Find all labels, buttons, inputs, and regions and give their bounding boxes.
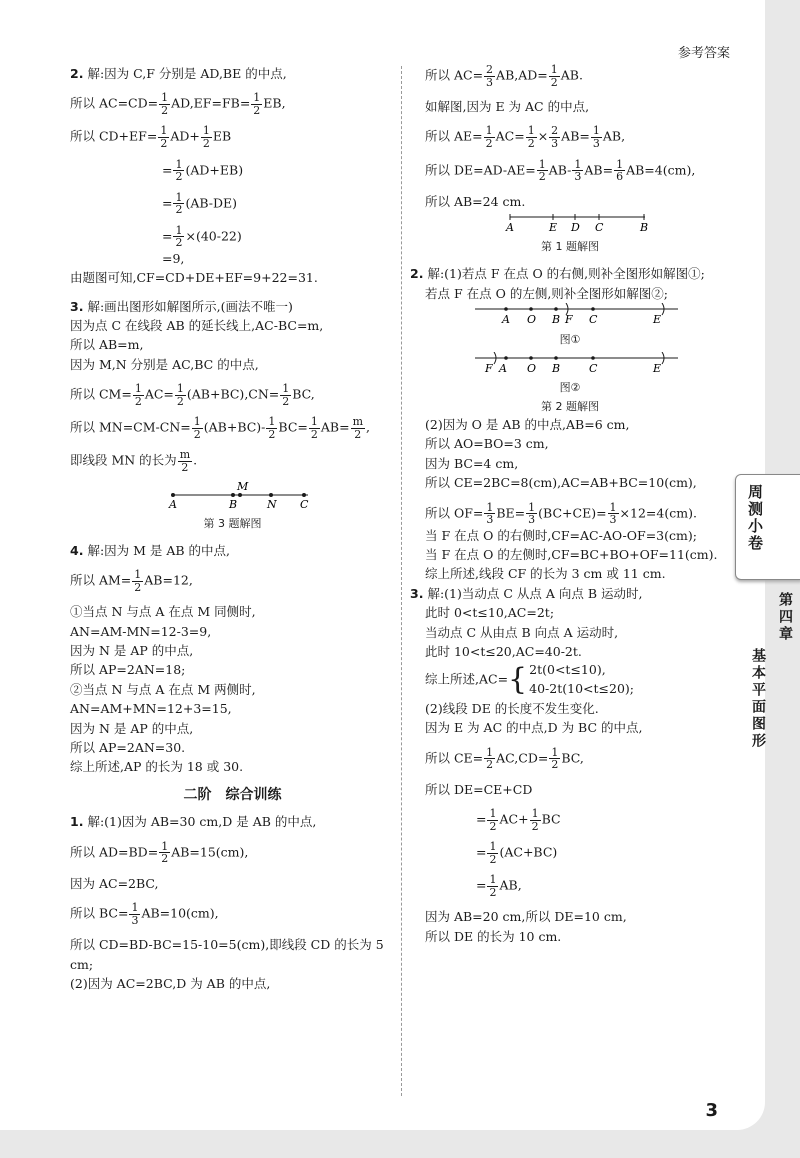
text: = [476,844,487,860]
fraction: $\frac{1}{2}$ [175,190,183,217]
text: AD,EF=FB= [171,95,251,111]
line-diagram [410,211,730,233]
text-line: 综上所述,AP 的长为 18 或 30. [70,759,244,775]
point-n [269,493,273,497]
fraction: $\frac{1}{6}$ [616,157,624,184]
fraction: $\frac{1}{2}$ [193,415,201,441]
figure-caption: 图① [559,332,581,346]
point-o [529,356,533,360]
text: AC+ [499,811,529,827]
text: BC, [561,750,584,766]
text: AB=12, [144,572,193,588]
line-diagram [410,303,730,325]
text-line: 因为 AC=2BC, [70,875,159,891]
text: ×(40-22) [185,228,242,244]
text: AB, [499,877,522,893]
label-o: O [527,361,537,374]
fraction: $\frac{1}{2}$ [134,382,142,408]
text: AB= [584,162,614,178]
text: 所以 AC= [425,67,484,83]
point-b [554,307,558,311]
figure-caption: 图② [559,381,581,394]
fraction: $\frac{1}{2}$ [160,124,168,151]
label-e: E [549,221,558,234]
fraction: $\frac{1}{2}$ [253,91,261,117]
point-c [302,493,306,497]
problem-number: 4. [70,542,84,558]
left-column [70,64,395,993]
text-line: AN=AM+MN=12+3=15, [70,701,232,717]
text: . [193,452,198,468]
text: 综上所述,AC= [425,671,509,687]
text: (BC+CE)= [538,505,607,521]
point-o [529,307,533,311]
fraction: $\frac{1}{2}$ [161,839,169,866]
figure-caption: 第 3 题解图 [203,516,262,530]
text: 所以 AD=BD= [70,844,159,860]
point-m [238,493,242,497]
figure-caption: 第 1 题解图 [541,240,599,254]
label-c: C [595,221,604,234]
text-line: ①当点 N 与点 A 在点 M 同侧时, [70,604,256,620]
text: (AB-DE) [185,195,238,211]
label-a: A [506,221,514,234]
text-line: 所以 AP=2AN=18; [70,662,186,678]
text-line: 因为 E 为 AC 的中点,D 为 BC 的中点, [425,720,643,736]
column-divider [401,66,402,1096]
case-2: 40-2t(10<t≤20); [529,681,634,697]
fraction: $\frac{1}{2}$ [161,91,169,117]
label-n: N [267,498,277,510]
header-title: 参考答案 [677,46,730,61]
text: BC, [292,386,315,402]
label-a: A [499,361,507,374]
text-line: 所以 CD=BD-BC=15-10=5(cm),即线段 CD 的长为 5 cm; [70,937,384,972]
fraction: $\frac{1}{2}$ [282,382,290,408]
text: 所以 OF= [425,505,484,521]
text: = [476,811,487,827]
point-b [231,493,235,497]
line-diagram [70,481,395,509]
text: (AB+BC),CN= [186,386,280,402]
problem-number: 1. [70,814,84,830]
text-line: 因为点 C 在线段 AB 的延长线上,AC-BC=m, [70,317,324,333]
label-c: C [300,498,309,510]
text-line: 解:画出图形如解图所示,(画法不唯一) [87,298,293,314]
label-e: E [653,313,662,326]
figure-caption: 第 2 题解图 [541,400,599,414]
label-e: E [653,361,662,374]
text: = [162,228,173,244]
fraction: $\frac{1}{3}$ [609,500,617,527]
text: AB=4(cm), [626,162,696,178]
fraction: $\frac{1}{2}$ [531,807,539,833]
text: AB= [320,419,350,435]
chapter-topic: 基本平面图形 [750,648,766,750]
text-line: 因为 BC=4 cm, [425,455,519,471]
point-c [591,356,595,360]
text: , [366,419,370,435]
text: AB. [560,67,583,83]
text: 所以 MN=CM-CN= [70,419,191,435]
text-line: (2)因为 AC=2BC,D 为 AB 的中点, [70,976,271,992]
text: (AD+EB) [185,162,244,178]
text-line: 如解图,因为 E 为 AC 的中点, [425,99,590,115]
text-line: =9, [162,250,185,266]
point-a [171,493,175,497]
text: AB=10(cm), [141,905,219,921]
text-line: 当 F 在点 O 的右侧时,CF=AC-AO-OF=3(cm); [425,527,697,543]
text-line: 所以 AB=24 cm. [425,193,526,209]
text-line: (2)因为 O 是 AB 的中点,AB=6 cm, [425,417,630,433]
text: AB=15(cm), [171,844,249,860]
text: BC [541,811,561,827]
text: AB= [561,129,590,145]
piecewise [529,661,634,699]
problem-number: 2. [410,266,424,282]
text-line: 因为 M,N 分别是 AC,BC 的中点, [70,356,259,372]
right-column [410,64,730,946]
fraction: $\frac{1}{2}$ [134,568,142,594]
fraction: $\frac{1}{3}$ [486,500,494,527]
text-line: 解:(1)若点 F 在点 O 的右侧,则补全图形如解图①; [427,266,705,282]
text: EB [212,129,232,145]
text-line: 此时 0<t≤10,AC=2t; [425,605,555,621]
text-line: AN=AM-MN=12-3=9, [70,623,212,639]
section-title: 二阶 综合训练 [183,786,282,803]
case-1: 2t(0<t≤10), [529,662,606,678]
text: BC= [278,419,308,435]
label-b: B [552,361,561,374]
text: AB,AD= [496,67,548,83]
label-c: C [589,361,598,374]
text: AC,CD= [496,750,549,766]
text-line: 若点 F 在点 O 的左侧,则补全图形如解图②; [425,285,668,301]
label-m: M [237,481,249,494]
point-b [554,356,558,360]
problem-number: 3. [70,298,84,314]
line-diagram [410,352,730,374]
label-a: A [502,313,510,326]
text-line: ②当点 N 与点 A 在点 M 两侧时, [70,681,256,697]
text: AB, [602,129,626,145]
fraction: $\frac{1}{2}$ [310,415,318,441]
text-line: (2)线段 DE 的长度不发生变化. [425,700,599,716]
text-line: 所以 DE 的长为 10 cm. [425,928,562,944]
text-line: 所以 AB=m, [70,337,144,353]
fraction: $\frac{1}{2}$ [538,157,546,184]
text-line: 由题图可知,CF=CD+DE+EF=9+22=31. [70,270,318,286]
fraction: $\frac{1}{2}$ [175,223,183,250]
text-line: 因为 N 是 AP 的中点, [70,720,194,736]
text: AB- [548,162,572,178]
label-a: A [169,498,177,510]
chapter-label: 第四章 [777,592,793,643]
text-line: 因为 N 是 AP 的中点, [70,643,194,659]
fraction: $\frac{1}{2}$ [176,382,184,408]
label-f: F [485,361,493,374]
text: 即线段 MN 的长为 [70,452,177,468]
text: × [537,129,549,145]
problem-number: 2. [70,66,84,81]
text-line: 所以 AP=2AN=30. [70,739,186,755]
text-line: 当 F 在点 O 的左侧时,CF=BC+BO+OF=11(cm). [425,547,718,563]
fraction: $\frac{1}{3}$ [574,157,582,184]
figure-p3 [70,481,395,531]
text: ×12=4(cm). [619,505,697,521]
fraction: $\frac{1}{2}$ [489,873,497,899]
fraction: $\frac{1}{2}$ [486,745,494,772]
figure-q2-2 [410,352,730,396]
fraction: $\frac{1}{3}$ [131,901,139,927]
text: = [162,195,173,211]
fraction: $\frac{1}{3}$ [592,124,600,151]
text: 所以 CD+EF= [70,129,158,145]
point-c [591,307,595,311]
problem-number: 3. [410,585,424,601]
text: = [162,162,173,178]
text-line: 因为 AB=20 cm,所以 DE=10 cm, [425,909,627,925]
fraction: $\frac{1}{2}$ [527,124,535,151]
label-f: F [565,313,573,326]
label-c: C [589,313,598,326]
text-line: 解:(1)当动点 C 从点 A 向点 B 运动时, [427,585,643,601]
text: 所以 DE=AD-AE= [425,162,536,178]
text: 所以 AM= [70,572,132,588]
fraction: $\frac{1}{3}$ [528,500,536,527]
text: (AC+BC) [499,844,558,860]
text-line: 此时 10<t≤20,AC=40-2t. [425,643,582,659]
label-b: B [640,221,649,234]
fraction: $\frac{1}{2}$ [489,807,497,833]
text-line: 所以 DE=CE+CD [425,781,533,797]
text: BE= [496,505,526,521]
text: 所以 CM= [70,386,132,402]
fraction: $\frac{1}{2}$ [485,124,493,151]
page-number: 3 [705,1100,718,1121]
text-line: 当动点 C 从由点 B 向点 A 运动时, [425,624,619,640]
label-o: O [527,313,537,326]
fraction: $\frac{1}{2}$ [175,157,183,184]
label-b: B [552,313,561,326]
fraction: $\frac{1}{2}$ [489,840,497,866]
text-line: 解:因为 C,F 分别是 AD,BE 的中点, [87,66,287,81]
fraction: $\frac{m}{2}$ [179,448,191,474]
fraction: $\frac{1}{2}$ [268,415,276,441]
text-line: 解:因为 M 是 AB 的中点, [87,542,231,558]
text-line: 解:(1)因为 AB=30 cm,D 是 AB 的中点, [87,814,317,830]
text: AC= [495,129,525,145]
side-tab-label: 周测小卷 [746,484,764,552]
text: 所以 AE= [425,129,483,145]
fraction: $\frac{1}{2}$ [550,63,558,89]
point-a [504,356,508,360]
text: AC= [144,386,174,402]
text: (AB+BC)- [203,419,266,435]
text-line: 所以 AO=BO=3 cm, [425,436,549,452]
fraction: $\frac{2}{3}$ [551,124,559,151]
figure-q1 [410,211,730,255]
text: EB, [263,95,286,111]
text-line: 综上所述,线段 CF 的长为 3 cm 或 11 cm. [425,566,666,582]
label-d: D [571,221,580,234]
label-b: B [229,498,238,510]
text: 所以 AC=CD= [70,95,159,111]
text: 所以 CE= [425,750,484,766]
fraction: $\frac{2}{3}$ [486,63,494,89]
point-a [504,307,508,311]
brace: { [508,662,528,698]
text: 所以 BC= [70,905,129,921]
text: AD+ [170,129,200,145]
figure-q2-1 [410,303,730,347]
fraction: $\frac{1}{2}$ [551,745,559,772]
text: = [476,877,487,893]
fraction: $\frac{1}{2}$ [202,124,210,151]
fraction: $\frac{m}{2}$ [352,415,363,441]
text-line: 所以 CE=2BC=8(cm),AC=AB+BC=10(cm), [425,475,697,491]
